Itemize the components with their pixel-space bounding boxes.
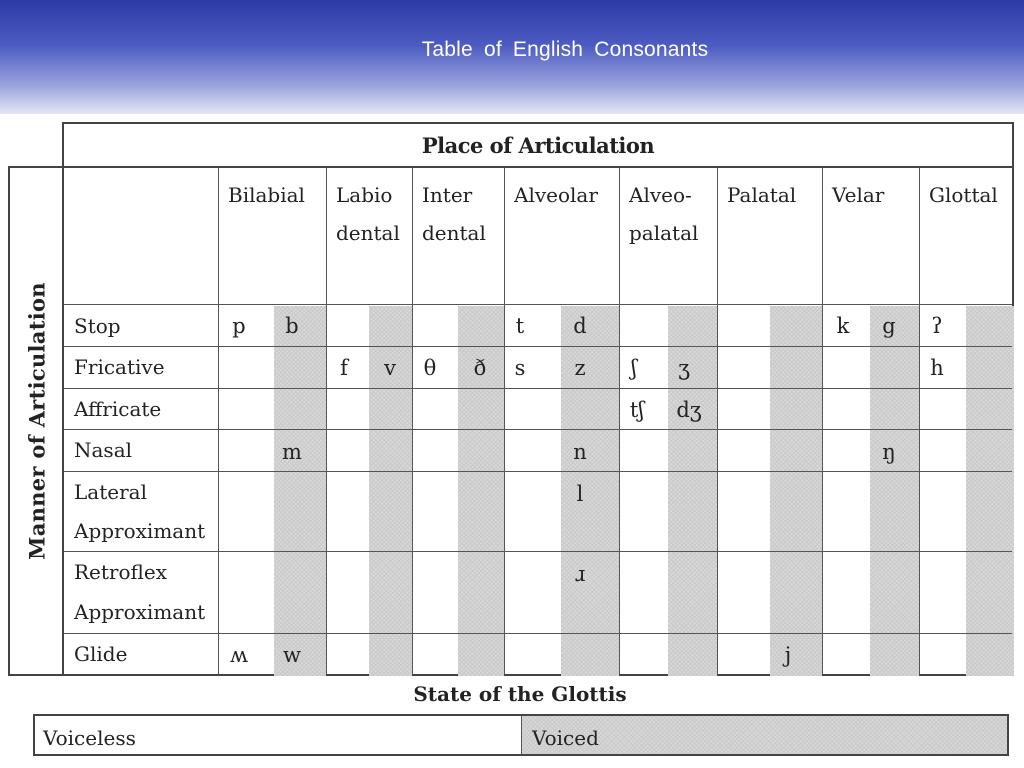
col-velar: Velar xyxy=(832,183,885,207)
place-of-articulation-header: Place of Articulation xyxy=(62,122,1014,168)
col-glottal: Glottal xyxy=(929,183,998,207)
symbol-z: z xyxy=(574,356,586,380)
consonant-grid xyxy=(62,166,1014,676)
symbol-w: w xyxy=(283,643,301,667)
col-bilabial: Bilabial xyxy=(228,183,305,207)
symbol-s: s xyxy=(514,356,526,380)
symbol-m: m xyxy=(282,440,302,464)
glottis-legend xyxy=(33,714,1009,756)
row-stop: Stop xyxy=(74,314,121,338)
row-lateral-line2: Approximant xyxy=(74,519,206,543)
manner-of-articulation-label: Manner of Articulation xyxy=(24,282,49,560)
consonant-table-figure xyxy=(0,114,1024,768)
symbol-k: k xyxy=(836,314,850,338)
symbol-esh: ʃ xyxy=(631,356,637,380)
row-fricative: Fricative xyxy=(74,355,165,379)
symbol-turned-w: ʍ xyxy=(230,643,248,667)
row-retroflex: Retroflex xyxy=(74,560,167,584)
voiced-shade-velar xyxy=(870,306,919,676)
title-banner xyxy=(0,0,1024,114)
row-affricate: Affricate xyxy=(74,397,162,421)
state-of-glottis-title: State of the Glottis xyxy=(413,682,627,706)
symbol-tesh: tʃ xyxy=(629,398,645,422)
symbol-ezh: ʒ xyxy=(678,356,690,380)
row-lateral: Lateral xyxy=(74,480,147,504)
voiced-shade-glottal xyxy=(966,306,1014,676)
symbol-d: d xyxy=(573,314,587,338)
symbol-f: f xyxy=(340,356,348,380)
symbol-l: l xyxy=(576,482,584,506)
col-alveopalatal: Alveo- palatal xyxy=(629,183,699,245)
symbol-b: b xyxy=(285,314,299,338)
symbol-j: j xyxy=(784,643,792,667)
row-glide: Glide xyxy=(74,642,128,666)
symbol-n: n xyxy=(573,440,587,464)
symbol-glottal-stop: ʔ xyxy=(931,314,943,338)
symbol-dezh: dʒ xyxy=(676,398,702,422)
col-alveolar: Alveolar xyxy=(514,183,598,207)
symbol-v: v xyxy=(384,356,396,380)
symbol-g: g xyxy=(882,314,896,338)
voiced-shade-palatal xyxy=(770,306,822,676)
voiced-shade-bilabial xyxy=(274,306,326,676)
manner-of-articulation-box xyxy=(8,166,64,676)
symbol-theta: θ xyxy=(423,356,437,380)
legend-voiceless: Voiceless xyxy=(35,716,522,754)
symbol-eth: ð xyxy=(473,356,487,380)
symbol-eng: ŋ xyxy=(882,440,896,464)
row-nasal: Nasal xyxy=(74,438,133,462)
symbol-p: p xyxy=(232,314,246,338)
col-palatal: Palatal xyxy=(727,183,797,207)
legend-voiced: Voiced xyxy=(522,716,1007,754)
row-retroflex-line2: Approximant xyxy=(74,600,206,624)
col-interdental: Inter dental xyxy=(422,183,486,245)
symbol-turned-r: ɹ xyxy=(574,562,586,586)
symbol-h: h xyxy=(930,356,944,380)
symbol-t: t xyxy=(515,314,525,338)
col-labiodental: Labio dental xyxy=(336,183,400,245)
slide-title: Table of English Consonants xyxy=(421,38,709,61)
